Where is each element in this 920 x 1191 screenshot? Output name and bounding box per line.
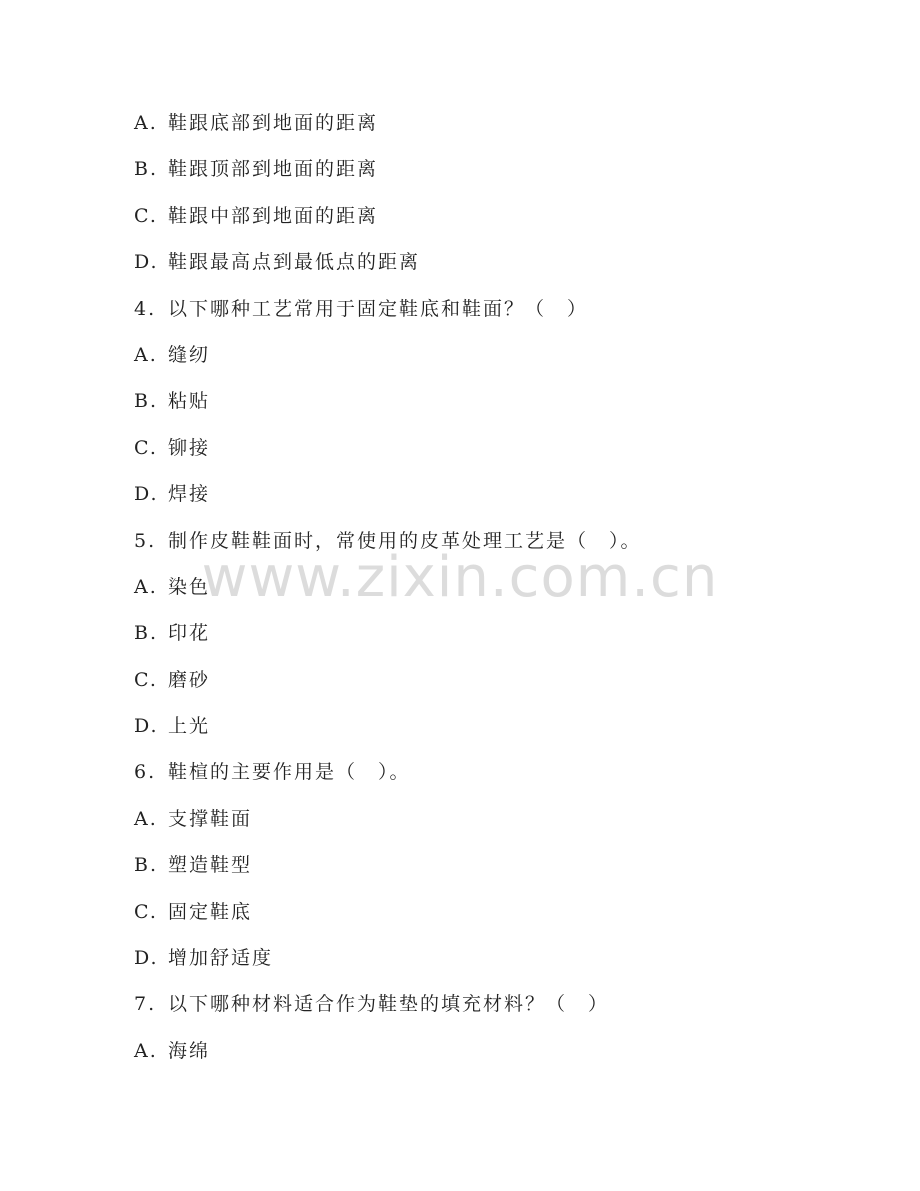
option-line [134, 382, 854, 428]
option-line [134, 707, 854, 753]
option-text: 塑造鞋型 [168, 854, 253, 877]
option-text: 固定鞋底 [168, 900, 253, 923]
option-label: A. [134, 575, 158, 598]
option-line [134, 800, 854, 846]
option-text: 焊接 [168, 483, 211, 506]
question-text: 制作皮鞋鞋面时，常使用的皮革处理工艺是（ ）。 [168, 529, 642, 552]
option-text: 缝纫 [168, 343, 211, 366]
option-text: 磨砂 [168, 668, 211, 691]
option-line [134, 893, 854, 939]
question-text: 以下哪种工艺常用于固定鞋底和鞋面？（ ） [168, 297, 589, 320]
option-text: 鞋跟中部到地面的距离 [168, 204, 379, 227]
question-number: 5. [134, 529, 157, 552]
option-line [134, 150, 854, 196]
question-text: 鞋楦的主要作用是（ ）。 [168, 761, 411, 784]
option-line [134, 336, 854, 382]
option-line [134, 614, 854, 660]
question-number: 6. [134, 761, 157, 784]
option-text: 增加舒适度 [168, 947, 274, 970]
option-label: B. [134, 622, 159, 645]
option-label: C. [134, 436, 158, 459]
option-text: 染色 [168, 575, 211, 598]
question-line [134, 522, 854, 568]
option-text: 鞋跟底部到地面的距离 [168, 112, 379, 134]
question-number: 7. [134, 993, 157, 1016]
option-label: D. [134, 483, 159, 506]
option-label: A. [134, 1039, 158, 1062]
option-text: 海绵 [168, 1039, 211, 1062]
option-label: D. [134, 947, 159, 970]
option-text: 印花 [168, 622, 211, 645]
option-line [134, 197, 854, 243]
option-label: A. [134, 112, 158, 134]
option-label: A. [134, 343, 158, 366]
question-text: 以下哪种材料适合作为鞋垫的填充材料？（ ） [168, 993, 610, 1016]
option-line [134, 429, 854, 475]
option-line [134, 846, 854, 892]
option-label: B. [134, 390, 159, 413]
option-text: 铆接 [168, 436, 211, 459]
option-label: C. [134, 668, 158, 691]
question-line [134, 985, 854, 1031]
option-label: C. [134, 204, 158, 227]
option-line [134, 243, 854, 289]
option-label: B. [134, 854, 159, 877]
option-label: C. [134, 900, 158, 923]
option-label: A. [134, 807, 158, 830]
option-text: 支撑鞋面 [168, 807, 253, 830]
option-line [134, 475, 854, 521]
option-text: 鞋跟最高点到最低点的距离 [168, 251, 421, 274]
option-text: 粘贴 [168, 390, 211, 413]
option-line [134, 1032, 854, 1078]
option-line [134, 104, 854, 150]
option-text: 上光 [168, 715, 211, 738]
option-label: D. [134, 251, 159, 274]
option-line [134, 568, 854, 614]
question-line [134, 753, 854, 799]
option-line [134, 661, 854, 707]
question-list [134, 104, 854, 1078]
question-line [134, 290, 854, 336]
option-label: B. [134, 158, 159, 181]
option-text: 鞋跟顶部到地面的距离 [168, 158, 379, 181]
watermark: www.zixin.com.cn [201, 545, 719, 610]
option-line [134, 939, 854, 985]
question-number: 4. [134, 297, 157, 320]
option-label: D. [134, 715, 159, 738]
